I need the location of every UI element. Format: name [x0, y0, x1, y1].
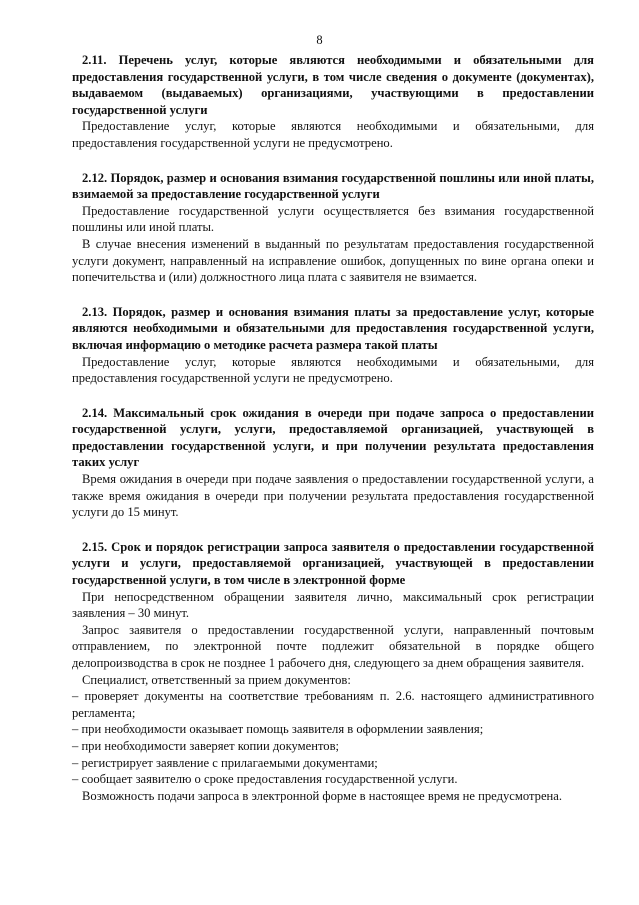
paragraph: Предоставление государственной услуги осуществляется без взимания государственной пошлины или иной платы.: [72, 203, 594, 235]
list-item: – проверяет документы на соответствие требованиям п. 2.6. настоящего административного регламента;: [72, 689, 594, 720]
page-number: 8: [316, 33, 323, 47]
list-item: – при необходимости оказывает помощь заявителя в оформлении заявления;: [72, 722, 484, 737]
section-heading: 2.12. Порядок, размер и основания взимания государственной пошлины или иной платы, взимаемой за предоставление государственной услуги: [72, 170, 594, 202]
paragraph: Специалист, ответственный за прием документов:: [82, 672, 351, 687]
section-heading: 2.11. Перечень услуг, которые являются необходимыми и обязательными для предоставления государственной услуги, в том числе сведения о документе (документах), выдаваемом (выдаваемых) организациями, участвующими в предоставлении государственной услуги: [72, 53, 594, 117]
list-item: – при необходимости заверяет копии документов;: [72, 738, 340, 753]
section-2-13: [72, 304, 594, 387]
section-heading: 2.14. Максимальный срок ожидания в очереди при подаче запроса о предоставлении государственной услуги, услуги, предоставляемой организацией, участвующей в предоставлении государственной услуги, и при получении результата предоставления таких услуг: [72, 405, 594, 470]
section-2-11: [72, 52, 594, 152]
paragraph: Возможность подачи запроса в электронной форме в настоящее время не предусмотрена.: [82, 788, 563, 803]
section-2-12: [72, 170, 594, 286]
section-2-14: [72, 405, 594, 521]
list-item: – регистрирует заявление с прилагаемыми документами;: [72, 755, 378, 770]
paragraph: Предоставление услуг, которые являются необходимыми и обязательными, для предоставления государственной услуги не предусмотрено.: [72, 354, 594, 386]
section-heading: 2.13. Порядок, размер и основания взимания платы за предоставление услуг, которые являются необходимыми и обязательными для предоставления государственной услуги, включая информацию о методике расчета размера такой платы: [72, 304, 594, 352]
paragraph: Предоставление услуг, которые являются необходимыми и обязательными, для предоставления государственной услуги не предусмотрено.: [72, 119, 594, 150]
paragraph: При непосредственном обращении заявителя лично, максимальный срок регистрации заявления – 30 минут.: [72, 589, 594, 621]
paragraph: Время ожидания в очереди при подаче заявления о предоставлении государственной услуги, а также время ожидания в очереди при получении результата предоставления государственной услуги до 15 минут.: [72, 472, 594, 520]
paragraph: Запрос заявителя о предоставлении государственной услуги, направленный почтовым отправлением, по электронной почте подлежит обязательной в порядке общего делопроизводства в срок не позднее 1 рабочего дня, следующего за днем обращения заявителя.: [72, 622, 594, 670]
section-heading: 2.15. Срок и порядок регистрации запроса заявителя о предоставлении государственной услуги и услуги, предоставляемой организацией, участвующей в предоставлении государственной услуги, в том числе в электронной форме: [72, 539, 594, 588]
list-item: – сообщает заявителю о сроке предоставления государственной услуги.: [72, 772, 458, 787]
section-2-15: [72, 539, 594, 805]
document-body: [72, 52, 594, 804]
paragraph: В случае внесения изменений в выданный по результатам предоставления государственной услуги документ, направленный на исправление ошибок, допущенных по вине органа опеки и попечительства и (или) должностного лица плата с заявителя не взимается.: [72, 236, 594, 285]
